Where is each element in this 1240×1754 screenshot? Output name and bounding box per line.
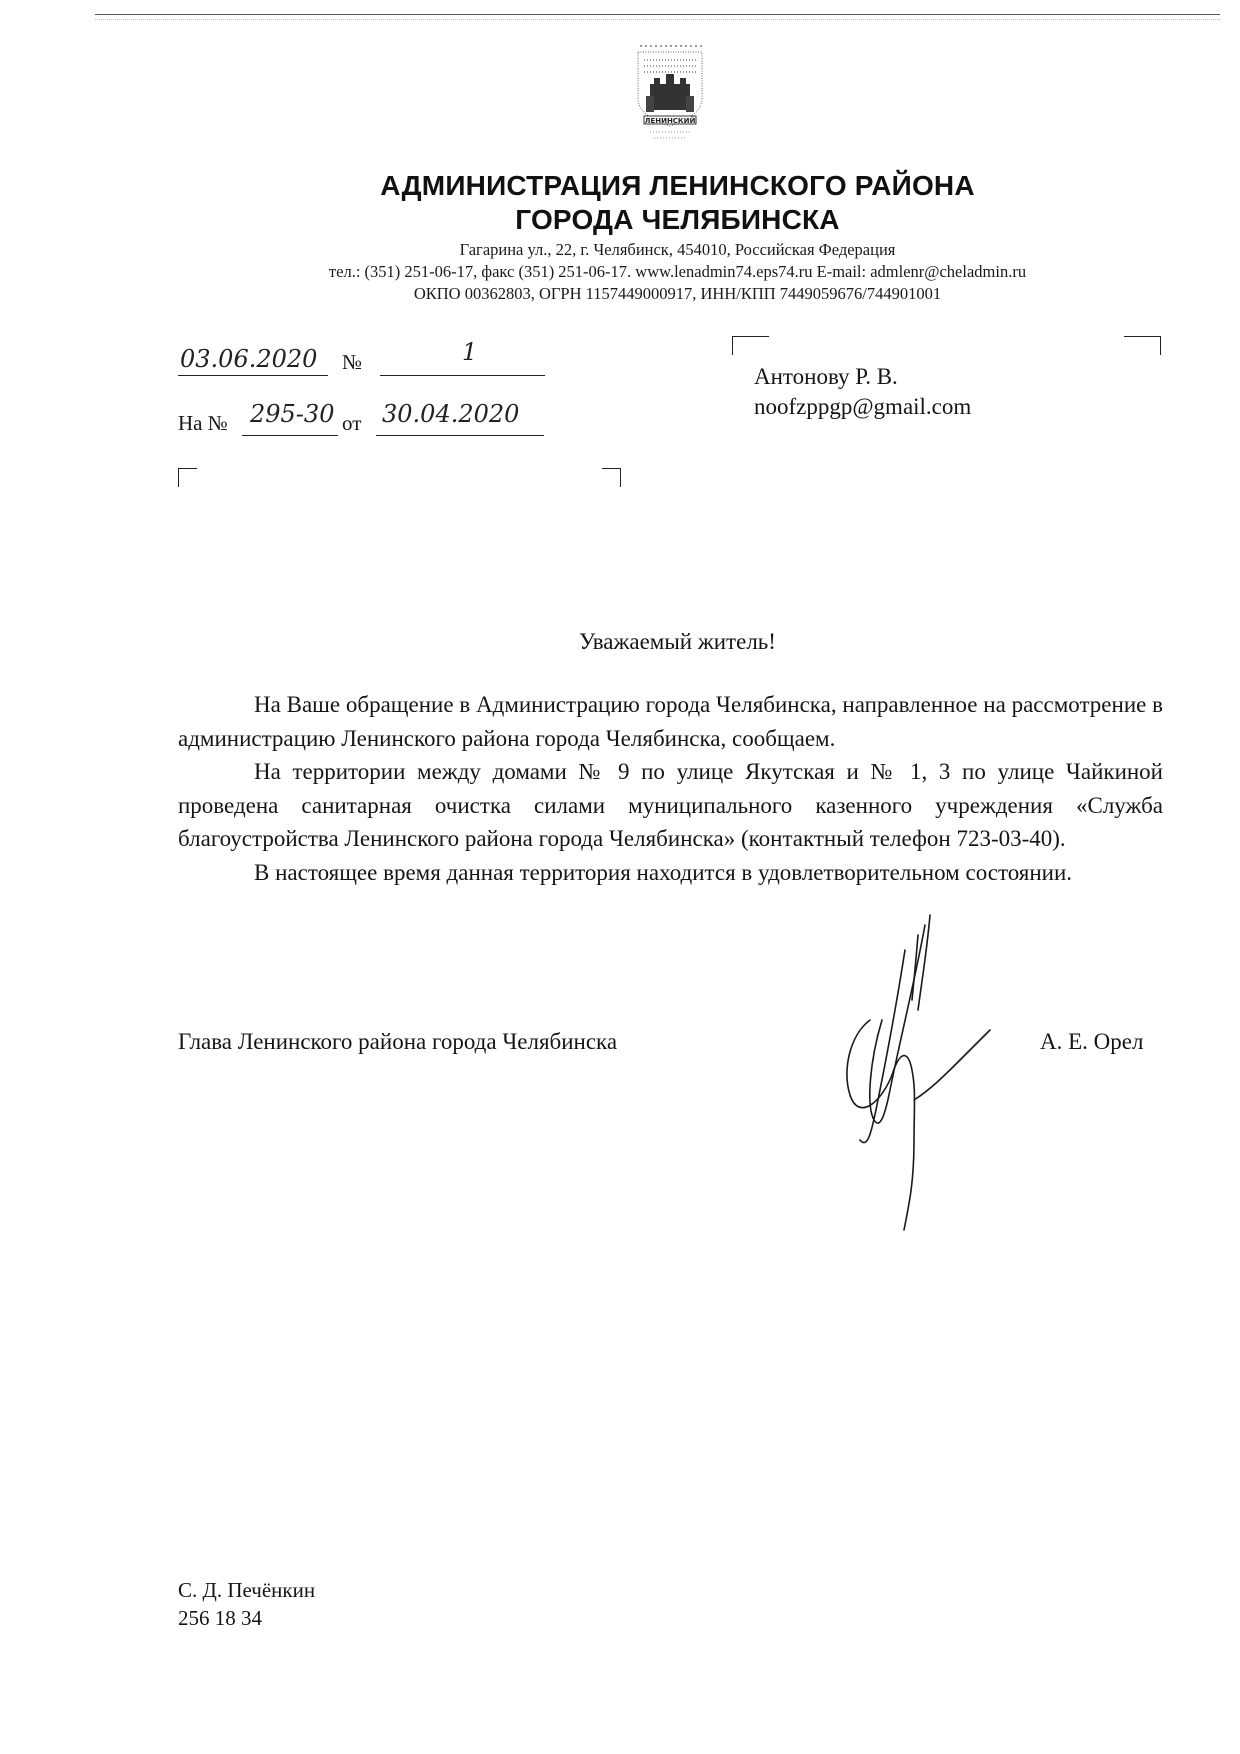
top-scan-border bbox=[95, 14, 1220, 15]
bracket-top-left bbox=[178, 468, 197, 487]
outgoing-number-label: № bbox=[342, 350, 363, 374]
reference-number-underline bbox=[242, 435, 338, 436]
body-paragraph: На территории между домами № 9 по улице Якутская и № 1, 3 по улице Чайкиной проведена санитарная очистка силами муниципального казенного учреждения «Служба благоустройства Ленинского района города Челябинска» (контактный телефон 723-03-40). bbox=[178, 759, 1163, 851]
org-address: Гагарина ул., 22, г. Челябинск, 454010, Российская Федерация bbox=[459, 240, 896, 259]
signatory-name: А. Е. Орел bbox=[1040, 1029, 1144, 1054]
addressee-bracket-left bbox=[732, 336, 769, 355]
letter-body bbox=[178, 688, 1163, 889]
addressee-email: noofzppgp@gmail.com bbox=[754, 394, 972, 419]
outgoing-number: 1 bbox=[462, 338, 478, 366]
reference-date-underline bbox=[376, 435, 544, 436]
handwritten-signature bbox=[830, 900, 1000, 1240]
outgoing-number-underline bbox=[380, 375, 545, 376]
addressee-bracket-right bbox=[1124, 336, 1161, 355]
signatory-position: Глава Ленинского района города Челябинска bbox=[178, 1029, 618, 1054]
bracket-top-right bbox=[602, 468, 621, 487]
org-contacts: тел.: (351) 251-06-17, факс (351) 251-06-17. www.lenadmin74.eps74.ru E-mail: admlenr@cheladmin.ru bbox=[328, 262, 1027, 281]
reference-number-label: На № bbox=[178, 411, 228, 435]
body-paragraph: В настоящее время данная территория находится в удовлетворительном состоянии. bbox=[254, 859, 1073, 885]
addressee-name: Антонову Р. В. bbox=[754, 364, 898, 389]
executor-phone: 256 18 34 bbox=[178, 1606, 262, 1630]
reference-number: 295-30 bbox=[250, 400, 335, 428]
greeting: Уважаемый житель! bbox=[579, 629, 776, 654]
outgoing-date-underline bbox=[178, 375, 328, 376]
city-emblem-logo bbox=[610, 40, 730, 155]
body-paragraph: На Ваше обращение в Администрацию города Челябинска, направленное на рассмотрение в администрацию Ленинского района города Челябинска, сообщаем. bbox=[178, 692, 1163, 751]
top-scan-border-dots bbox=[95, 19, 1220, 20]
org-name-line2: ГОРОДА ЧЕЛЯБИНСКА bbox=[515, 204, 840, 235]
org-name-line1: АДМИНИСТРАЦИЯ ЛЕНИНСКОГО РАЙОНА bbox=[380, 170, 975, 201]
reference-from-label: от bbox=[342, 411, 362, 435]
reference-date: 30.04.2020 bbox=[382, 400, 520, 428]
org-registration: ОКПО 00362803, ОГРН 1157449000917, ИНН/КПП 7449059676/744901001 bbox=[413, 284, 942, 303]
emblem-ribbon-lettering: ЛЕНИНСКИЙ bbox=[644, 117, 696, 125]
executor-name: С. Д. Печёнкин bbox=[178, 1578, 316, 1602]
outgoing-date: 03.06.2020 bbox=[180, 345, 318, 373]
